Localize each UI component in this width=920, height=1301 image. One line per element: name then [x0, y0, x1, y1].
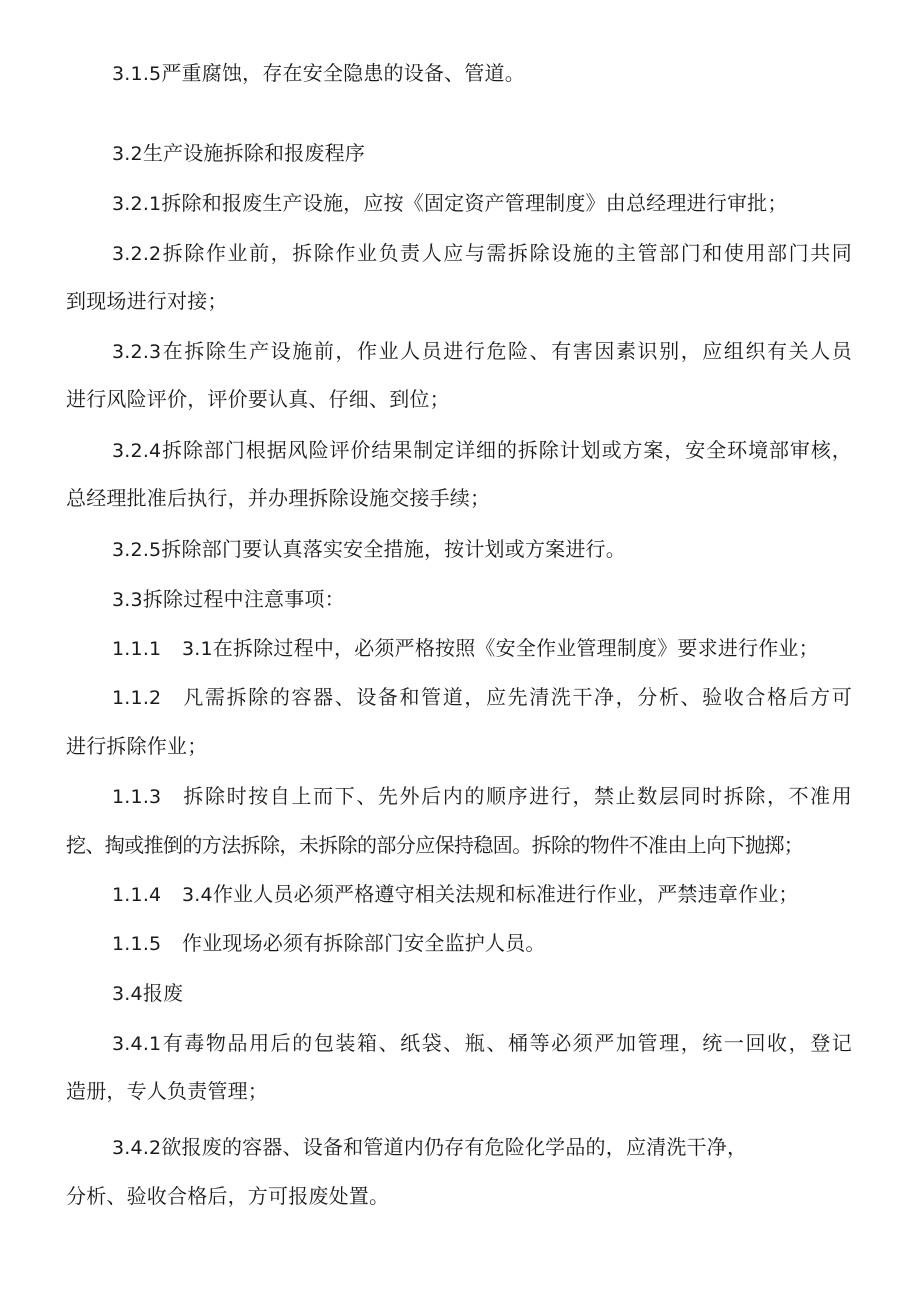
section-number: 3.4: [182, 884, 213, 906]
heading-text: 拆除过程中注意事项：: [142, 587, 345, 611]
section-number: 3.4: [112, 983, 143, 1005]
paragraph-text: 拆除和报废生产设施，应按《固定资产管理制度》由总经理进行审批；: [161, 191, 788, 215]
heading-text: 生产设施拆除和报废程序: [142, 141, 366, 165]
paragraph-continuation: [66, 288, 228, 314]
paragraph-text: 作业现场必须有拆除部门安全监护人员。: [182, 931, 546, 955]
section-number: 3.2: [112, 143, 143, 165]
list-number: 1.1.5: [112, 933, 162, 955]
paragraph-text: 欲报废的容器、设备和管道内仍存有危险化学品的，应清洗干净，: [161, 1135, 748, 1159]
heading-text: 报废: [142, 981, 184, 1005]
paragraph-continuation: [66, 832, 803, 858]
section-number: 3.2.4: [112, 440, 162, 462]
paragraph-continuation: [66, 485, 490, 511]
list-number: 1.1.2: [112, 687, 162, 709]
paragraph-text: 拆除部门要认真落实安全措施，按计划或方案进行。: [161, 537, 626, 561]
list-item-1-1-1: [112, 635, 819, 662]
paragraph-text: 总经理批准后执行，并办理拆除设施交接手续；: [66, 486, 491, 510]
paragraph-3-2-3: [112, 338, 852, 365]
paragraph-continuation: [66, 1078, 268, 1104]
paragraph-text: 有毒物品用后的包装箱、纸袋、瓶、桶等必须严加管理，统一回收，登记: [161, 1031, 852, 1055]
paragraph-text: 凡需拆除的容器、设备和管道，应先清洗干净，分析、验收合格后方可: [182, 685, 852, 709]
heading-3-3: [112, 586, 345, 613]
list-item-1-1-3: [112, 783, 852, 810]
section-number: 3.1: [182, 638, 213, 660]
paragraph-text: 进行风险评价，评价要认真、仔细、到位；: [66, 387, 450, 411]
list-item-1-1-2: [112, 684, 852, 711]
paragraph-text: 严重腐蚀，存在安全隐患的设备、管道。: [161, 61, 525, 85]
section-number: 3.2.3: [112, 341, 162, 363]
section-number: 3.2.1: [112, 193, 162, 215]
paragraph-3-2-2: [112, 240, 852, 267]
section-number: 3.1.5: [112, 63, 162, 85]
paragraph-text: 到现场进行对接；: [66, 289, 228, 313]
paragraph-text: 分析、验收合格后，方可报废处置。: [66, 1184, 390, 1208]
paragraph-text: 挖、掏或推倒的方法拆除，未拆除的部分应保持稳固。拆除的物件不准由上向下抛掷；: [66, 833, 804, 857]
list-item-1-1-5: [112, 930, 546, 957]
paragraph-3-4-2: [112, 1134, 747, 1161]
list-number: 1.1.4: [112, 884, 162, 906]
paragraph-continuation: [66, 1183, 389, 1209]
paragraph-continuation: [66, 733, 207, 759]
paragraph-3-2-4: [112, 437, 852, 464]
list-number: 1.1.1: [112, 638, 162, 660]
section-number: 3.3: [112, 589, 143, 611]
paragraph-continuation: [66, 386, 450, 412]
paragraph-3-2-5: [112, 536, 626, 563]
paragraph-text: 在拆除生产设施前，作业人员进行危险、有害因素识别，应组织有关人员: [161, 339, 852, 363]
section-number: 3.2.5: [112, 539, 162, 561]
paragraph-text: 作业人员必须严格遵守相关法规和标准进行作业，严禁违章作业；: [212, 882, 799, 906]
section-number: 3.4.1: [112, 1033, 162, 1055]
paragraph-text: 拆除作业前，拆除作业负责人应与需拆除设施的主管部门和使用部门共同: [161, 241, 852, 265]
heading-3-2: [112, 140, 365, 167]
paragraph-text: 拆除部门根据风险评价结果制定详细的拆除计划或方案，安全环境部审核，: [161, 438, 852, 462]
paragraph-text: 在拆除过程中，必须严格按照《安全作业管理制度》要求进行作业；: [212, 636, 819, 660]
paragraph-3-2-1: [112, 190, 788, 217]
section-number: 3.4.2: [112, 1137, 162, 1159]
list-item-1-1-4: [112, 881, 799, 908]
section-number: 3.2.2: [112, 243, 162, 265]
paragraph-3-1-5: [112, 60, 525, 87]
heading-3-4: [112, 980, 183, 1007]
paragraph-3-4-1: [112, 1030, 852, 1057]
list-number: 1.1.3: [112, 786, 162, 808]
paragraph-text: 造册，专人负责管理；: [66, 1079, 268, 1103]
paragraph-text: 进行拆除作业；: [66, 734, 208, 758]
paragraph-text: 拆除时按自上而下、先外后内的顺序进行，禁止数层同时拆除，不准用: [182, 784, 852, 808]
